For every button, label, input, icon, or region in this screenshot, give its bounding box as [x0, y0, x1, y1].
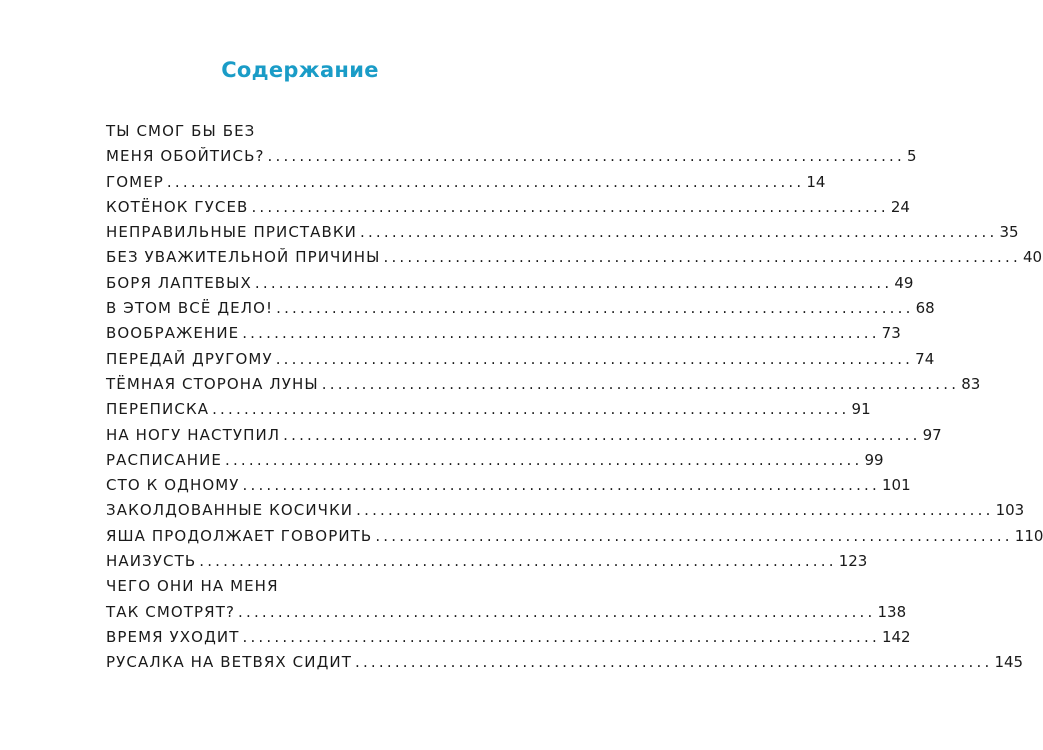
leader-dots: ................................................................................ [354, 653, 993, 672]
toc-entry-page: 74 [915, 349, 935, 368]
leader-dots: ................................................................................ [356, 501, 994, 520]
toc-entry-title: НАИЗУСТЬ [106, 552, 197, 571]
toc-entry-title: ПЕРЕДАЙ ДРУГОМУ [106, 349, 273, 368]
leader-dots: ................................................................................ [375, 526, 1013, 545]
toc-entry-page: 110 [1014, 526, 1043, 545]
toc-entry[interactable] [106, 144, 917, 169]
leader-dots: ................................................................................ [242, 627, 880, 646]
toc-entry[interactable] [106, 600, 907, 625]
page-title: Содержание [221, 58, 379, 82]
toc-entry-page: 123 [838, 552, 868, 571]
toc-entry-page: 40 [1022, 248, 1043, 267]
toc-entry-page: 73 [881, 324, 901, 343]
leader-dots: ................................................................................ [251, 197, 889, 216]
toc-entry-page: 83 [961, 374, 981, 393]
toc-entry-title: ТАК СМОТРЯТ? [106, 602, 236, 621]
toc-entry[interactable] [106, 549, 868, 574]
toc-entry[interactable] [106, 574, 486, 599]
toc-entry[interactable] [106, 524, 1043, 549]
toc-entry[interactable] [106, 271, 914, 296]
leader-dots: ................................................................................ [238, 602, 876, 621]
toc-entry-title: КОТЁНОК ГУСЕВ [106, 197, 249, 216]
toc-entry-title: ЧЕГО ОНИ НА МЕНЯ [106, 577, 279, 596]
toc-entry[interactable] [106, 245, 1043, 270]
toc-entry-title: ТЁМНАЯ СТОРОНА ЛУНЫ [106, 374, 319, 393]
toc-entry-page: 5 [906, 147, 917, 166]
leader-dots: ................................................................................ [242, 324, 880, 343]
toc-entry[interactable] [106, 195, 910, 220]
leader-dots: ................................................................................ [276, 299, 914, 318]
leader-dots: ................................................................................ [321, 374, 960, 393]
toc-entry-page: 145 [994, 653, 1024, 672]
toc-entry-page: 24 [890, 197, 910, 216]
toc-entry-title: МЕНЯ ОБОЙТИСЬ? [106, 147, 265, 166]
toc-entry-title: РУСАЛКА НА ВЕТВЯХ СИДИТ [106, 653, 352, 672]
toc-entry[interactable] [106, 170, 826, 195]
toc-entry-title: ТЫ СМОГ БЫ БЕЗ [106, 122, 256, 140]
toc-entry[interactable] [106, 119, 486, 144]
leader-dots: ................................................................................ [283, 425, 921, 444]
table-of-contents [106, 119, 1043, 676]
leader-dots: ................................................................................ [242, 476, 880, 495]
leader-dots: ................................................................................ [166, 172, 805, 191]
toc-entry-page: 49 [894, 273, 914, 292]
toc-entry[interactable] [106, 397, 871, 422]
toc-entry[interactable] [106, 321, 901, 346]
toc-entry-page: 14 [806, 172, 826, 191]
leader-dots: ................................................................................ [254, 273, 893, 292]
toc-entry-page: 91 [851, 400, 871, 419]
leader-dots: ................................................................................ [267, 147, 905, 166]
leader-dots: ................................................................................ [199, 552, 837, 571]
toc-entry-title: ЯША ПРОДОЛЖАЕТ ГОВОРИТЬ [106, 526, 373, 545]
toc-entry-page: 101 [881, 476, 911, 495]
toc-entry[interactable] [106, 650, 1024, 675]
toc-entry-page: 103 [995, 501, 1025, 520]
toc-entry-title: В ЭТОМ ВСЁ ДЕЛО! [106, 299, 274, 318]
toc-entry-title: ГОМЕР [106, 172, 164, 191]
leader-dots: ................................................................................ [225, 450, 863, 469]
toc-entry[interactable] [106, 372, 981, 397]
toc-entry[interactable] [106, 296, 935, 321]
toc-entry-title: БЕЗ УВАЖИТЕЛЬНОЙ ПРИЧИНЫ [106, 248, 381, 267]
toc-entry-title: СТО К ОДНОМУ [106, 476, 240, 495]
leader-dots: ................................................................................ [212, 400, 850, 419]
toc-entry-title: НЕПРАВИЛЬНЫЕ ПРИСТАВКИ [106, 223, 357, 242]
toc-entry-page: 138 [877, 602, 907, 621]
toc-entry-title: ВРЕМЯ УХОДИТ [106, 627, 240, 646]
toc-entry[interactable] [106, 220, 1019, 245]
toc-entry[interactable] [106, 498, 1025, 523]
toc-entry-title: РАСПИСАНИЕ [106, 450, 222, 469]
toc-entry-title: НА НОГУ НАСТУПИЛ [106, 425, 281, 444]
toc-entry-page: 68 [915, 299, 935, 318]
leader-dots: ................................................................................ [360, 223, 998, 242]
leader-dots: ................................................................................ [275, 349, 914, 368]
toc-entry[interactable] [106, 473, 911, 498]
toc-entry-title: ВООБРАЖЕНИЕ [106, 324, 240, 343]
toc-entry[interactable] [106, 448, 884, 473]
toc-entry-title: ПЕРЕПИСКА [106, 400, 210, 419]
toc-entry-page: 142 [881, 627, 911, 646]
leader-dots: ................................................................................ [383, 248, 1021, 267]
toc-entry-title: ЗАКОЛДОВАННЫЕ КОСИЧКИ [106, 501, 354, 520]
toc-entry[interactable] [106, 347, 935, 372]
toc-entry-page: 99 [864, 450, 884, 469]
toc-entry-title: БОРЯ ЛАПТЕВЫХ [106, 273, 252, 292]
toc-entry-page: 97 [922, 425, 942, 444]
toc-entry-page: 35 [999, 223, 1019, 242]
toc-entry[interactable] [106, 423, 942, 448]
toc-entry[interactable] [106, 625, 911, 650]
